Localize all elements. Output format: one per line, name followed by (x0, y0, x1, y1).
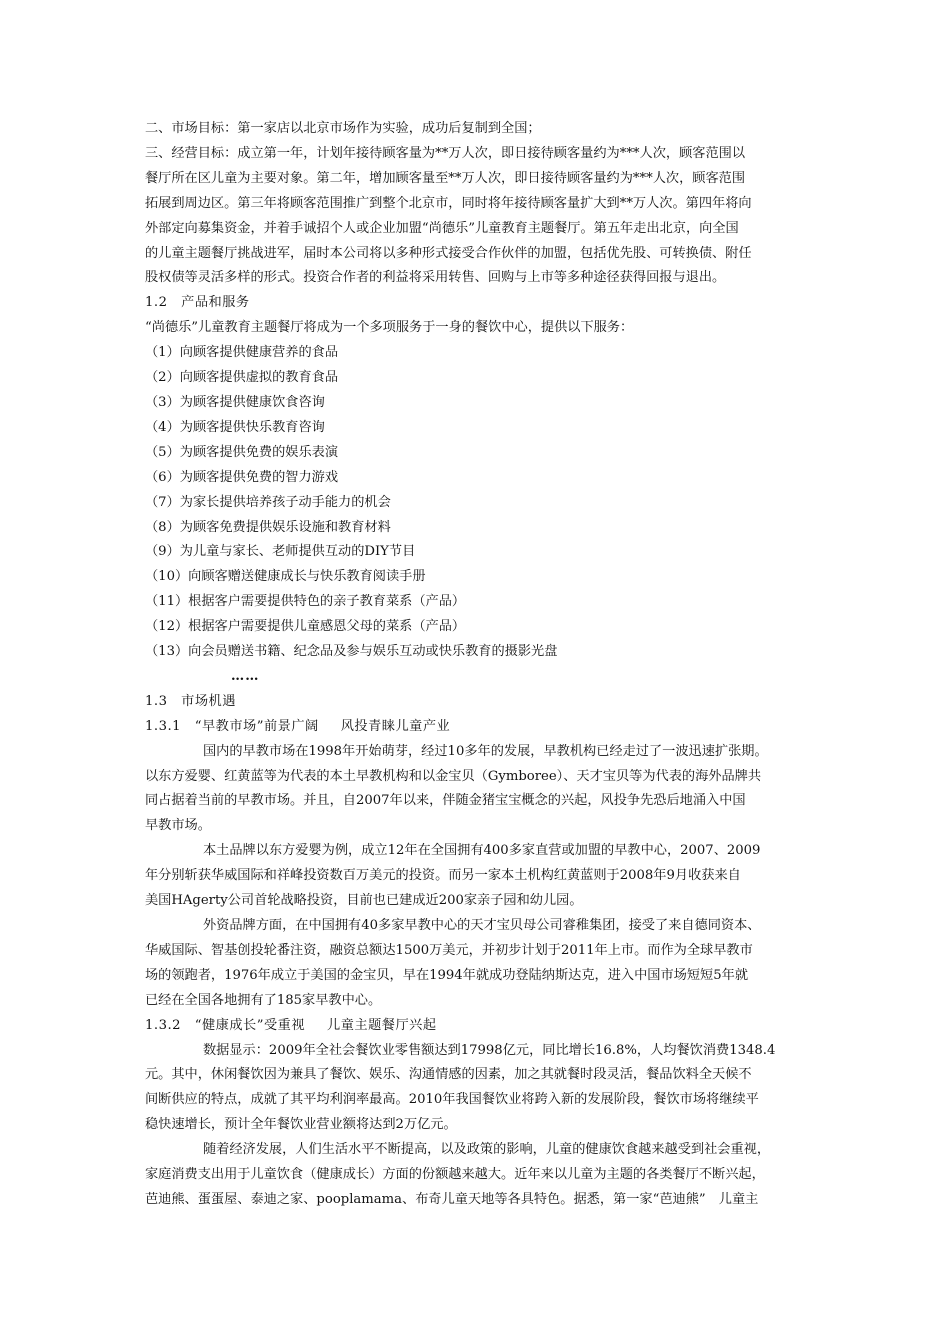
text-line: 外资品牌方面，在中国拥有40多家早教中心的天才宝贝母公司睿稚集团，接受了来自德同资本、 (203, 918, 761, 933)
text-line: 股权债等灵活多样的形式。投资合作者的利益将采用转售、回购与上市等多种途径获得回报与退出。 (145, 270, 726, 286)
list-item: （13）向会员赠送书籍、纪念品及参与娱乐互动或快乐教育的摄影光盘 (145, 644, 558, 660)
services-list (145, 341, 807, 690)
text-line: 家庭消费支出用于儿童饮食（健康成长）方面的份额越来越大。近年来以儿童为主题的各类餐厅不断兴起， (145, 1167, 765, 1183)
text-line: 以东方爱婴、红黄蓝等为代表的本土早教机构和以金宝贝（Gymboree）、天才宝贝等为代表的海外品牌共 (145, 768, 762, 784)
list-item: （12）根据客户需要提供儿童感恩父母的菜系（产品） (145, 619, 466, 635)
list-item: （10）向顾客赠送健康成长与快乐教育阅读手册 (145, 569, 426, 585)
text-line: 拓展到周边区。第三年将顾客范围推广到整个北京市，同时将年接待顾客量扩大到**万人次。第四年将向 (145, 195, 752, 211)
section-heading-1-2: 1.2 产品和服务 (145, 295, 250, 311)
list-item: （9）为儿童与家长、老师提供互动的DIY节目 (145, 544, 416, 560)
text-line: 三、经营目标：成立第一年，计划年接待顾客量为**万人次，即日接待顾客量约为***人次，顾客范围以 (145, 145, 746, 161)
list-item: （5）为顾客提供免费的娱乐表演 (145, 444, 339, 460)
text-line: 随着经济发展，人们生活水平不断提高，以及政策的影响，儿童的健康饮食越来越受到社会重视， (203, 1142, 771, 1158)
healthy-growth-paragraph-2 (145, 1138, 807, 1213)
text-line: 场的领跑者，1976年成立于美国的金宝贝，早在1994年就成功登陆纳斯达克，进入中国市场短短5年就 (145, 967, 749, 983)
text-line: 外部定向募集资金，并着手诚招个人或企业加盟“尚德乐”儿童教育主题餐厅。第五年走出北京，向全国 (145, 220, 739, 236)
market-goal-line: 二、市场目标：第一家店以北京市场作为实验，成功后复制到全国； (145, 121, 541, 136)
subsection-heading-1-3-2 (145, 1014, 807, 1039)
section-heading-1-3: 1.3 市场机遇 (145, 693, 236, 709)
text-line: 芭迪熊、蛋蛋屋、泰迪之家、pooplamama、布奇儿童天地等各具特色。据悉，第一家“芭迪熊” 儿童主 (145, 1191, 759, 1207)
list-item: （2）向顾客提供虚拟的教育食品 (145, 370, 339, 386)
list-ellipsis: …… (231, 668, 260, 684)
list-item: （4）为顾客提供快乐教育咨询 (145, 419, 325, 435)
subsection-heading-1-3-2-b: 儿童主题餐厅兴起 (327, 1017, 437, 1033)
early-education-paragraph-2 (145, 839, 807, 914)
text-line: 美国HAgerty公司首轮战略投资，目前也已建成近200家亲子园和幼儿园。 (145, 893, 583, 909)
list-item: （11）根据客户需要提供特色的亲子教育菜系（产品） (145, 594, 466, 610)
subsection-heading-1-3-1-b: 风投青睐儿童产业 (340, 718, 451, 734)
services-intro: “尚德乐”儿童教育主题餐厅将成为一个多项服务于一身的餐饮中心，提供以下服务： (145, 320, 634, 336)
text-line: 国内的早教市场在1998年开始萌芽，经过10多年的发展，早教机构已经走过了一波迅速扩张期。 (203, 743, 768, 759)
early-education-paragraph-3 (145, 914, 807, 1014)
list-item: （8）为顾客免费提供娱乐设施和教育材料 (145, 519, 391, 535)
list-item: （7）为家长提供培养孩子动手能力的机会 (145, 494, 391, 510)
text-line: 已经在全国各地拥有了185家早教中心。 (145, 992, 382, 1008)
list-item: （3）为顾客提供健康饮食咨询 (145, 394, 325, 410)
early-education-paragraph-1 (145, 740, 807, 840)
subsection-heading-1-3-2-a: 1.3.2 “健康成长”受重视 (145, 1017, 306, 1033)
document-page (145, 117, 807, 1213)
text-line: 本土品牌以东方爱婴为例，成立12年在全国拥有400多家直营或加盟的早教中心，2007、2009 (203, 843, 761, 859)
text-line: 早教市场。 (145, 818, 211, 834)
healthy-growth-paragraph-1 (145, 1039, 807, 1139)
list-item: （6）为顾客提供免费的智力游戏 (145, 469, 339, 485)
subsection-heading-1-3-1 (145, 715, 807, 740)
text-line: 同占据着当前的早教市场。并且，自2007年以来，伴随金猪宝宝概念的兴起，风投争先恐后地涌入中国 (145, 793, 746, 809)
text-line: 华威国际、智基创投轮番注资，融资总额达1500万美元，并初步计划于2011年上市。而作为全球早教市 (145, 942, 753, 958)
text-line: 间断供应的特点，成就了其平均利润率最高。2010年我国餐饮业将跨入新的发展阶段，餐饮市场将继续平 (145, 1092, 759, 1108)
subsection-heading-1-3-1-a: 1.3.1 “早教市场”前景广阔 (145, 718, 319, 734)
business-goal-paragraph (145, 142, 807, 291)
text-line: 年分别斩获华威国际和祥峰投资数百万美元的投资。而另一家本土机构红黄蓝则于2008年9月收获来自 (145, 868, 741, 884)
text-line: 餐厅所在区儿童为主要对象。第二年，增加顾客量至**万人次，即日接待顾客量约为***人次，顾客范围 (145, 170, 746, 186)
text-line: 数据显示：2009年全社会餐饮业零售额达到17998亿元，同比增长16.8%，人均餐饮消费1348.4 (203, 1042, 776, 1058)
text-line: 稳快速增长，预计全年餐饮业营业额将达到2万亿元。 (145, 1117, 457, 1133)
list-item: （1）向顾客提供健康营养的食品 (145, 345, 339, 361)
text-line: 的儿童主题餐厅挑战进军，届时本公司将以多种形式接受合作伙伴的加盟，包括优先股、可转换债、附任 (145, 245, 752, 261)
text-line: 元。其中，休闲餐饮因为兼具了餐饮、娱乐、沟通情感的因素，加之其就餐时段灵活，餐品饮料全天候不 (145, 1067, 752, 1083)
